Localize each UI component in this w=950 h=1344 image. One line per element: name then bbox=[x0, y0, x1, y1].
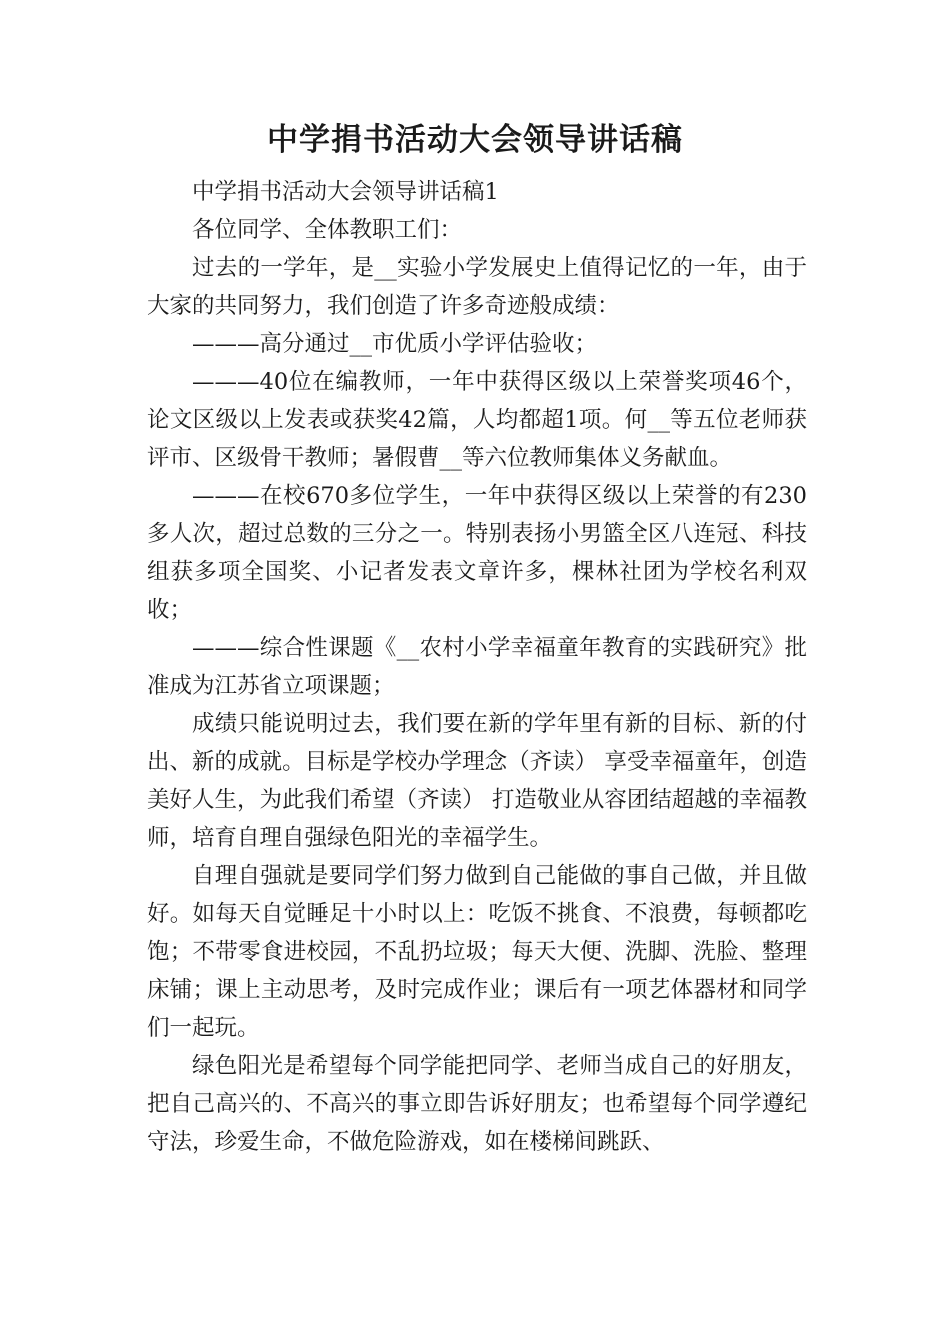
paragraph-green-sunshine: 绿色阳光是希望每个同学能把同学、老师当成自己的好朋友，把自己高兴的、不高兴的事立即告诉好朋友；也希望每个同学遵纪守法，珍爱生命，不做危险游戏，如在楼梯间跳跃、 bbox=[147, 1053, 807, 1155]
document-title: 中学捐书活动大会领导讲话稿 bbox=[267, 122, 683, 158]
paragraph-intro: 过去的一学年，是__实验小学发展史上值得记忆的一年，由于大家的共同努力，我们创造了许多奇迹般成绩： bbox=[147, 255, 807, 319]
paragraph-goals: 成绩只能说明过去，我们要在新的学年里有新的目标、新的付出、新的成就。目标是学校办学理念（齐读） 享受幸福童年，创造美好人生，为此我们希望（齐读） 打造敬业从容团结超越的幸福教师，培育自理自强绿色阳光的幸福学生。 bbox=[147, 711, 807, 851]
document-body bbox=[147, 173, 807, 1161]
paragraph-achievement-teachers: ———40位在编教师，一年中获得区级以上荣誉奖项46个，论文区级以上发表或获奖42篇，人均都超1项。何__等五位老师获评市、区级骨干教师；暑假曹__等六位教师集体义务献血。 bbox=[147, 369, 807, 471]
paragraph-subtitle: 中学捐书活动大会领导讲话稿1 bbox=[192, 179, 499, 205]
paragraph-self-reliance: 自理自强就是要同学们努力做到自己能做的事自己做，并且做好。如每天自觉睡足十小时以上：吃饭不挑食、不浪费，每顿都吃饱；不带零食进校园，不乱扔垃圾；每天大便、洗脚、洗脸、整理床铺；课上主动思考，及时完成作业；课后有一项艺体器材和同学们一起玩。 bbox=[147, 863, 807, 1041]
paragraph-achievement-evaluation: ———高分通过__市优质小学评估验收； bbox=[192, 331, 598, 357]
paragraph-achievement-research: ———综合性课题《__农村小学幸福童年教育的实践研究》批准成为江苏省立项课题； bbox=[147, 635, 807, 699]
paragraph-achievement-students: ———在校670多位学生，一年中获得区级以上荣誉的有230多人次，超过总数的三分之一。特别表扬小男篮全区八连冠、科技组获多项全国奖、小记者发表文章许多，棵林社团为学校名利双收； bbox=[147, 483, 807, 623]
paragraph-salutation: 各位同学、全体教职工们： bbox=[192, 217, 463, 243]
